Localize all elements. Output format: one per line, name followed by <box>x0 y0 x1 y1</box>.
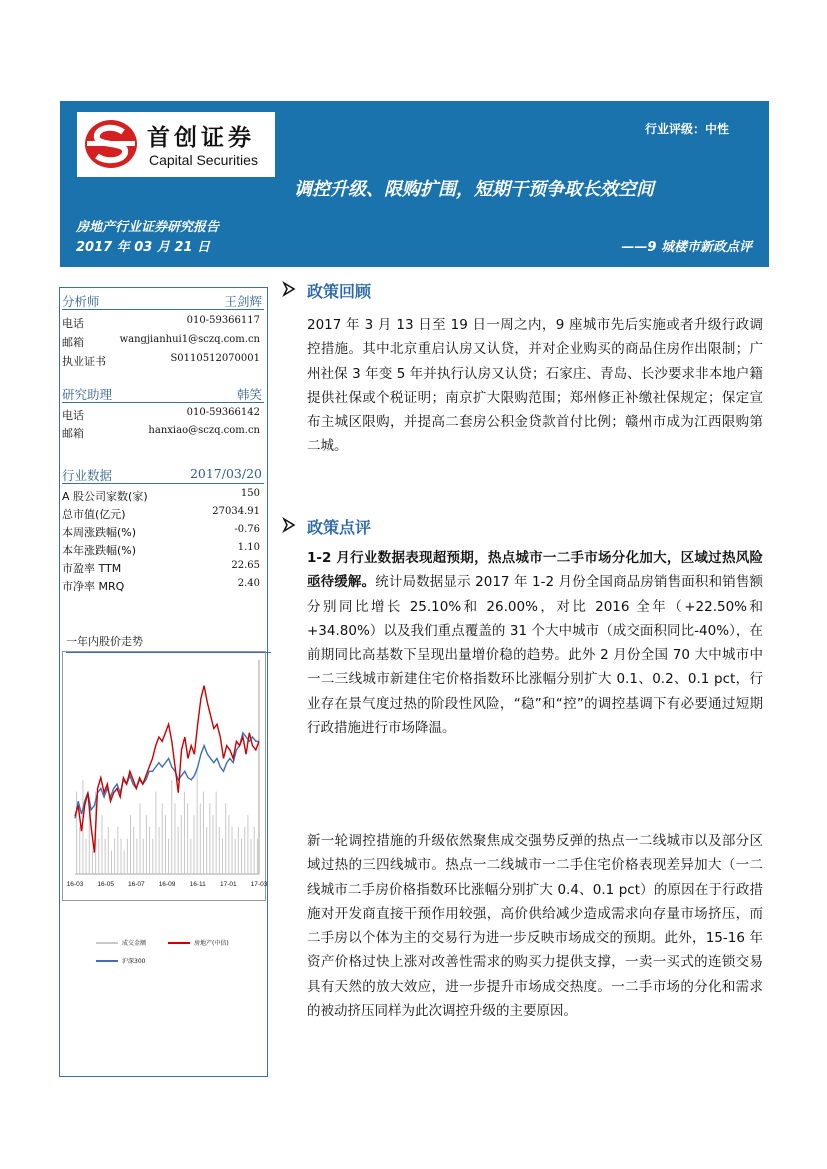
logo-chinese-name: 首创证券 <box>147 124 255 151</box>
row-value: hanxiao@sczq.com.cn <box>148 425 260 436</box>
company-logo <box>77 112 275 177</box>
x-tick-label: 16-05 <box>97 881 114 888</box>
assistant-phone-row <box>62 405 264 423</box>
analyst-email-row <box>62 332 264 350</box>
industry-data-header <box>62 466 264 484</box>
section-title: 政策回顾 <box>307 282 372 301</box>
report-type: 房地产行业证券研究报告 <box>76 220 220 235</box>
logo-english-name: Capital Securities <box>149 152 258 168</box>
analyst-phone-row <box>62 313 264 331</box>
industry-row <box>62 558 264 576</box>
industry-row <box>62 486 264 504</box>
chart-svg <box>63 652 268 900</box>
arrow-bullet-icon <box>282 518 296 532</box>
assistant-header <box>62 385 264 403</box>
logo-s-icon <box>83 118 139 170</box>
row-value: wangjianhui1@sczq.com.cn <box>119 334 260 345</box>
legend-label: 成交金额 <box>122 940 147 947</box>
bold-lead: 1-2 月行业数据表现超预期，热点城市一二手市场分化加大，区域过热风险亟待缓解。 <box>307 550 763 591</box>
hs300-line <box>75 733 259 819</box>
x-tick-label: 16-11 <box>189 881 206 888</box>
row-value: 010-59366117 <box>186 315 260 326</box>
row-label: A 股公司家数(家) <box>62 490 148 503</box>
industry-rating: 行业评级：中性 <box>644 122 729 136</box>
row-value: 010-59366142 <box>186 407 260 418</box>
policy-review-paragraph: 2017 年 3 月 13 日至 19 日一周之内，9 座城市先后实施或者升级行政调控措施。其中北京重启认房又认贷，并对企业购买的商品住房作出限制；广州社保 3 年变 5 年并执行认房又认贷；石家庄、青岛、长沙要求非本地户籍提供社保或个税证明；南京扩大限购范围；郑州修正补缴社保规定；保定宣布主城区限购，并提高二套房公积金贷款首付比例；赣州市成为江西限购第二城。 <box>307 317 763 455</box>
section-title: 政策点评 <box>307 518 372 537</box>
row-value: 22.65 <box>231 560 260 571</box>
x-tick-label: 16-09 <box>158 881 176 888</box>
paragraph-body: 统计局数据显示 2017 年 1-2 月份全国商品房销售面积和销售额分别同比增长 25.10%和 26.00%，对比 2016 全年（+22.50%和+34.80%）以及我们重点覆盖的 31 个大中城市（成交面积同比-40%），在前期同比高基数下呈现出量增价稳的趋势。此外 2 月份全国 70 大中城市中一二三线城市新建住宅价格指数环比涨幅分别扩大 0.1、0.2、0.1 pct，行业存在景气度过热的阶段性风险，“稳”和“控”的调控基调下有必要通过短期行政措施进行市场降温。 <box>307 574 763 737</box>
row-value: 150 <box>240 488 260 499</box>
industry-row <box>62 576 264 594</box>
row-value: -0.76 <box>234 524 260 535</box>
report-title: 调控升级、限购扩围，短期干预争取长效空间 <box>294 179 654 200</box>
row-value: S0110512070001 <box>170 353 260 364</box>
legend-swatch <box>96 942 118 944</box>
report-subtitle: ——9 城楼市新政点评 <box>621 240 752 255</box>
industry-row <box>62 504 264 522</box>
x-tick-label: 16-07 <box>128 881 145 888</box>
assistant-label: 研究助理 <box>62 387 113 402</box>
industry-row <box>62 540 264 558</box>
x-tick-label: 16-03 <box>66 881 84 888</box>
row-label: 总市值(亿元) <box>62 508 126 521</box>
assistant-name: 韩笑 <box>236 387 262 402</box>
legend-label: 房地产(中信) <box>194 940 229 947</box>
legend-label: 沪深300 <box>122 958 146 965</box>
row-label: 邮箱 <box>62 336 84 349</box>
x-tick-label: 17-01 <box>220 881 237 888</box>
policy-comment-paragraph-1 <box>307 546 763 740</box>
policy-comment-paragraph-2: 新一轮调控措施的升级依然聚焦成交强势反弹的热点一二线城市以及部分区域过热的三四线城市。热点一二线城市一二手住宅价格表现差异加大（一二线城市二手房价格指数环比涨幅分别扩大 0.4、0.1 pct）的原因在于行政措施对开发商直接干预作用较强，高价供给减少造成需求向存量市场挤压，而二手房以个体为主的交易行为进一步反映市场成交的预期。此外，15-16 年资产价格过快上涨对改善性需求的购买力提供支撑，一卖一买式的连锁交易具有天然的放大效应，进一步提升市场成交热度。一二手市场的分化和需求的被动挤压同样为此次调控升级的主要原因。 <box>307 833 763 1020</box>
industry-data-date: 2017/03/20 <box>189 466 262 481</box>
analyst-name: 王剑辉 <box>224 294 262 309</box>
legend-swatch <box>96 960 118 962</box>
x-tick-label: 17-03 <box>250 881 268 888</box>
row-label: 市净率 MRQ <box>62 580 125 593</box>
row-value: 2.40 <box>237 578 260 589</box>
report-date: 2017 年 03 月 21 日 <box>76 240 210 255</box>
stock-price-chart <box>62 651 266 901</box>
row-value: 27034.91 <box>212 506 260 517</box>
legend-swatch <box>168 942 190 944</box>
row-label: 邮箱 <box>62 427 84 440</box>
analyst-label: 分析师 <box>62 294 100 309</box>
chart-title: 一年内股价走势 <box>66 633 271 653</box>
row-label: 电话 <box>62 409 84 422</box>
arrow-bullet-icon <box>282 282 296 296</box>
row-value: 1.10 <box>237 542 260 553</box>
chart-legend <box>90 934 260 974</box>
industry-data-label: 行业数据 <box>62 468 113 483</box>
analyst-header <box>62 292 264 310</box>
report-header <box>60 101 769 267</box>
row-label: 电话 <box>62 317 84 330</box>
legend-item <box>168 938 229 947</box>
legend-item <box>96 956 145 965</box>
legend-item <box>96 938 146 947</box>
industry-row <box>62 522 264 540</box>
row-label: 市盈率 TTM <box>62 562 122 575</box>
realestate-line <box>75 686 259 853</box>
analyst-license-row <box>62 351 264 369</box>
info-sidebar <box>59 287 268 1077</box>
row-label: 执业证书 <box>62 355 106 368</box>
row-label: 本年涨跌幅(%) <box>62 544 137 557</box>
assistant-email-row <box>62 423 264 441</box>
row-label: 本周涨跌幅(%) <box>62 526 137 539</box>
